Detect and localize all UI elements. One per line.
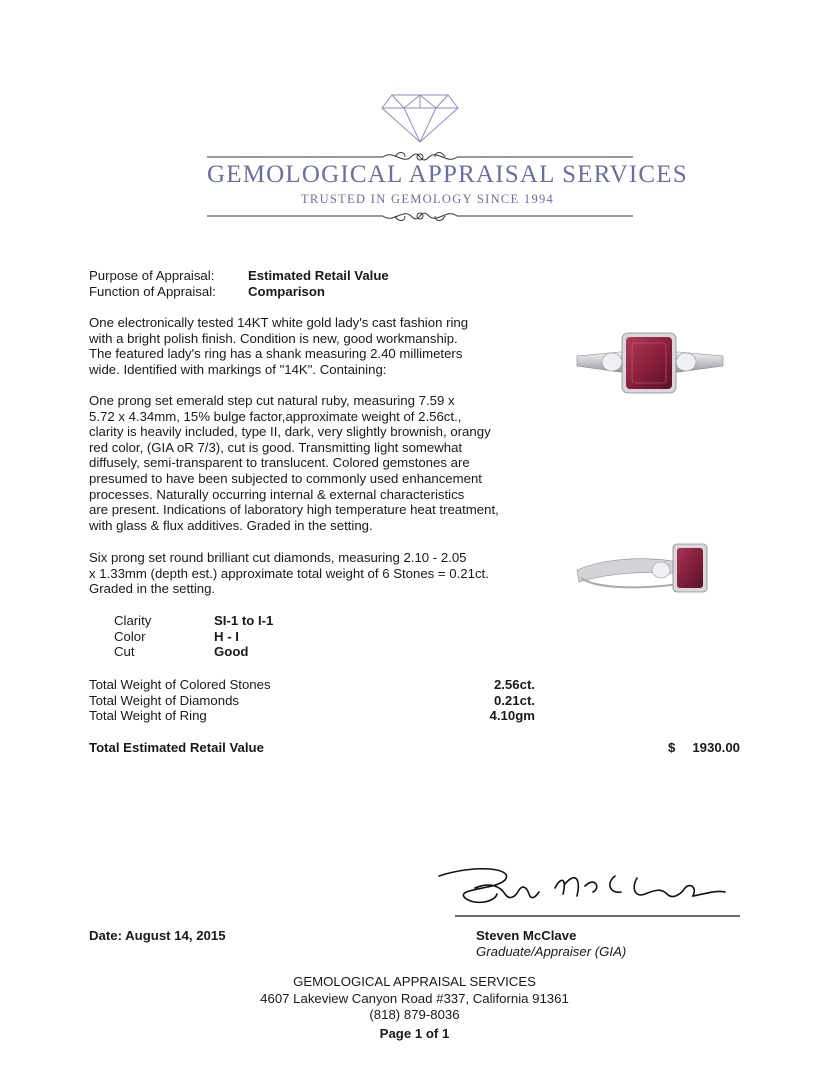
text-line: presumed to have been subjected to commonly used enhancement (89, 470, 482, 486)
text-line: diffusely, semi-transparent to translucent. Colored gemstones are (89, 455, 470, 471)
totals-label: Total Weight of Diamonds (89, 692, 240, 708)
footer-company: GEMOLOGICAL APPRAISAL SERVICES (293, 974, 536, 989)
totals-row (89, 693, 539, 709)
grading-label: Color (114, 628, 146, 644)
appraisal-date: Date: August 14, 2015 (89, 928, 226, 943)
grading-row (114, 629, 314, 645)
totals-label: Total Weight of Ring (89, 708, 207, 724)
text-line: One prong set emerald step cut natural ruby, measuring 7.59 x (89, 393, 455, 408)
text-line: with a bright polish finish. Condition is new, good workmanship. (89, 330, 458, 346)
estimate-currency: $ (668, 740, 676, 755)
footer-phone: (818) 879-8036 (369, 1006, 460, 1022)
estimate-label: Total Estimated Retail Value (89, 740, 264, 755)
appraiser-title: Graduate/Appraiser (GIA) (476, 944, 627, 959)
grading-row (114, 644, 314, 660)
logo-title: GEMOLOGICAL APPRAISAL SERVICES (207, 161, 688, 188)
text-line: are present. Indications of laboratory high temperature heat treatment, (89, 502, 499, 518)
logo-tagline: TRUSTED IN GEMOLOGY SINCE 1994 (301, 192, 555, 206)
grading-label: Clarity (114, 613, 152, 628)
text-line: The featured lady's ring has a shank measuring 2.40 millimeters (89, 346, 463, 362)
grading-label: Cut (114, 644, 135, 660)
grading-table (114, 613, 314, 660)
totals-value: 0.21ct. (493, 692, 535, 708)
text-line: One electronically tested 14KT white gold lady's cast fashion ring (89, 315, 469, 330)
totals-row (89, 677, 539, 693)
purpose-label: Purpose of Appraisal: (89, 268, 215, 283)
estimate-amount: 1930.00 (692, 740, 740, 755)
text-line: processes. Naturally occurring internal & external characteristics (89, 486, 465, 502)
function-label: Function of Appraisal: (89, 284, 216, 299)
signature (435, 858, 745, 920)
ring-photo-top (575, 330, 725, 396)
grading-row (114, 613, 314, 629)
text-line: x 1.33mm (depth est.) approximate total weight of 6 Stones = 0.21ct. (89, 565, 489, 581)
function-value: Comparison (248, 284, 325, 299)
totals-value: 2.56ct. (493, 677, 535, 692)
ring-photo-side (575, 540, 725, 600)
description-paragraph-1 (89, 315, 468, 377)
grading-value: SI-1 to I-1 (214, 613, 274, 628)
purpose-value: Estimated Retail Value (248, 268, 389, 283)
text-line: clarity is heavily included, type II, dark, very slightly brownish, orangy (89, 424, 491, 440)
footer-page: Page 1 of 1 (379, 1025, 450, 1041)
totals-row (89, 708, 539, 724)
footer (0, 974, 829, 1041)
totals-value: 4.10gm (489, 708, 535, 724)
description-paragraph-2 (89, 393, 499, 533)
text-line: wide. Identified with markings of "14K". Containing: (89, 361, 387, 377)
description-paragraph-3 (89, 550, 489, 597)
grading-value: Good (214, 644, 249, 660)
diamond-icon (380, 92, 460, 144)
logo-bottom-flourish (205, 206, 635, 226)
text-line: with glass & flux additives. Graded in the setting. (89, 517, 373, 533)
totals-label: Total Weight of Colored Stones (89, 677, 271, 692)
appraiser-name: Steven McClave (476, 928, 577, 943)
text-line: Six prong set round brilliant cut diamonds, measuring 2.10 - 2.05 (89, 550, 467, 565)
grading-value: H - I (214, 628, 239, 644)
text-line: Graded in the setting. (89, 581, 216, 597)
text-line: 5.72 x 4.34mm, 15% bulge factor,approximate weight of 2.56ct., (89, 408, 462, 424)
totals-table (89, 677, 539, 724)
text-line: red color, (GIA oR 7/3), cut is good. Transmitting light somewhat (89, 439, 463, 455)
footer-address: 4607 Lakeview Canyon Road #337, California 91361 (260, 990, 569, 1006)
